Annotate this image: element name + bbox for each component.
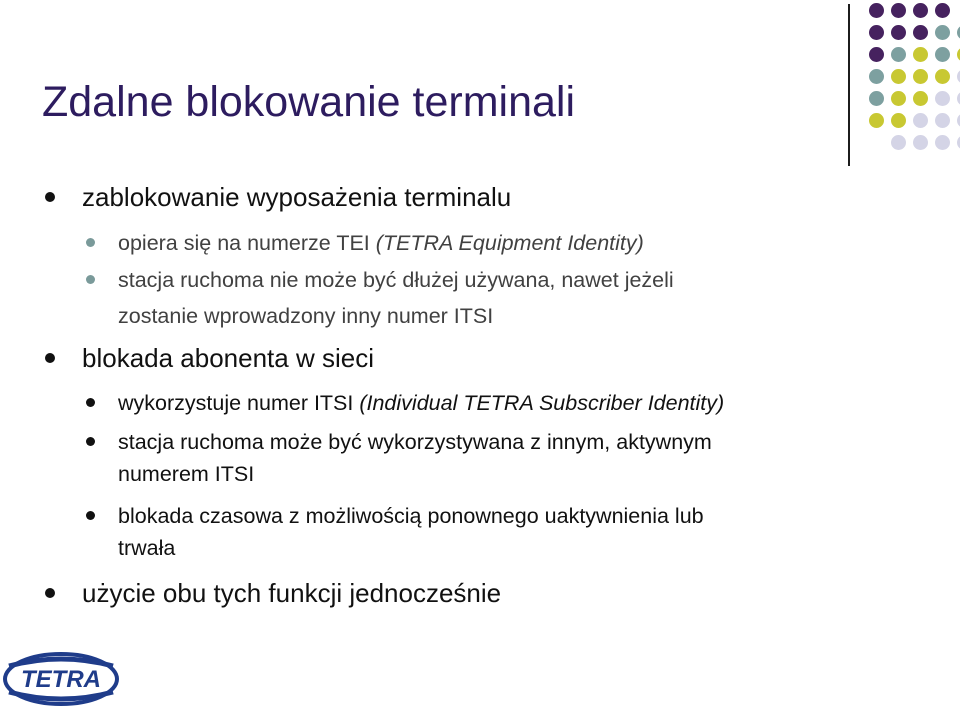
sub-bullet-icon xyxy=(86,511,95,520)
sub-bullet-text: wykorzystuje numer ITSI xyxy=(118,391,360,415)
bullet-item xyxy=(82,182,511,212)
slide-title: Zdalne blokowanie terminali xyxy=(42,78,576,126)
bullet-text: blokada abonenta w sieci xyxy=(82,343,374,373)
sub-bullet-text-line2: numerem ITSI xyxy=(118,462,255,486)
sub-bullet-text-line2: zostanie wprowadzony inny numer ITSI xyxy=(118,304,494,328)
sub-bullet-icon xyxy=(86,398,95,407)
sub-bullet-text-line2: trwała xyxy=(118,536,176,560)
sub-bullet-text-line1: stacja ruchoma nie może być dłużej używana, nawet jeżeli xyxy=(118,268,674,292)
bullet-item xyxy=(82,578,501,608)
sub-bullet-item xyxy=(118,389,724,417)
sub-bullet-item xyxy=(118,229,644,257)
sub-bullet-italic-text: (TETRA Equipment Identity) xyxy=(375,231,644,255)
sub-bullet-item xyxy=(118,266,674,330)
sub-bullet-icon xyxy=(86,238,95,247)
sub-bullet-item xyxy=(118,502,704,562)
sub-bullet-item xyxy=(118,428,712,488)
bullet-icon xyxy=(45,192,55,202)
bullet-item xyxy=(82,343,374,373)
sub-bullet-text-line1: blokada czasowa z możliwością ponownego uaktywnienia lub xyxy=(118,504,704,528)
tetra-logo xyxy=(3,652,119,706)
sub-bullet-text: opiera się na numerze TEI xyxy=(118,231,376,255)
bullet-icon xyxy=(45,588,55,598)
logo-text: TETRA xyxy=(21,666,101,693)
bullet-text: użycie obu tych funkcji jednocześnie xyxy=(82,578,502,608)
sub-bullet-italic-text: (Individual TETRA Subscriber Identity) xyxy=(359,391,725,415)
bullet-icon xyxy=(45,353,55,363)
bullet-text: zablokowanie wyposażenia terminalu xyxy=(82,182,512,212)
sub-bullet-icon xyxy=(86,437,95,446)
sub-bullet-text-line1: stacja ruchoma może być wykorzystywana z innym, aktywnym xyxy=(118,430,712,454)
sub-bullet-icon xyxy=(86,275,95,284)
